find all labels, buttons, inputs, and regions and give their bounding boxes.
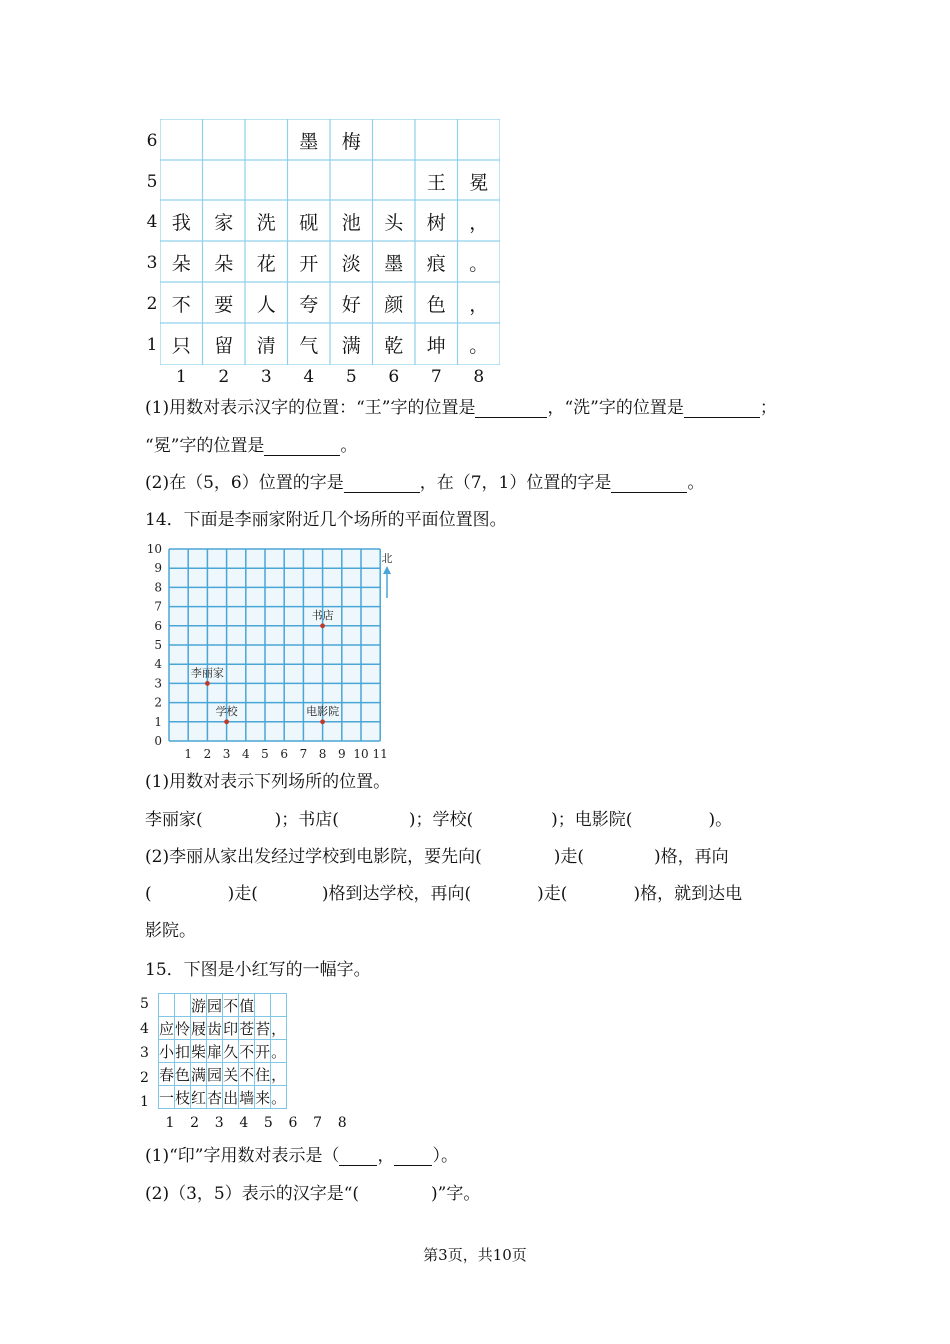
grid-cell: 王 (426, 172, 446, 194)
col-label: 4 (239, 1115, 249, 1131)
col-label: 2 (190, 1115, 200, 1131)
map-y-label: 1 (154, 714, 162, 729)
q15-text: )”字。 (431, 1184, 481, 1204)
grid-cell: 我 (171, 212, 191, 234)
q14-text: (2)李丽从家出发经过学校到电影院，要先向( (145, 847, 482, 867)
map-y-label: 8 (154, 580, 162, 595)
answer-blank[interactable] (264, 437, 340, 456)
grid-cell: 气 (299, 335, 319, 357)
grid-cell: ， (469, 212, 489, 234)
place-marker (205, 681, 210, 686)
q15-text: ， (377, 1146, 395, 1166)
row-label: 5 (140, 996, 149, 1012)
north-arrow-head (383, 566, 391, 574)
grid-cell: 枝 (175, 1086, 191, 1109)
q14-text: 李丽家( (145, 810, 203, 830)
grid-cell: 怜 (175, 1017, 191, 1040)
map-x-label: 8 (318, 747, 327, 761)
q14-text: )；书店( (274, 810, 339, 830)
grid-cell: 冕 (469, 172, 489, 194)
col-label: 7 (430, 367, 442, 387)
q15-text: (2)（3，5）表示的汉字是“( (145, 1184, 360, 1204)
q14-text: )格，再向 (653, 847, 729, 867)
q13-p1-text: ； (759, 398, 777, 418)
grid-cell: 红 (191, 1086, 207, 1109)
q13-part1-cont (145, 436, 357, 456)
poem-grid-lines (160, 119, 500, 365)
grid-cell: ， (469, 294, 489, 316)
map-x-label: 10 (353, 747, 369, 761)
q15-part2 (145, 1184, 480, 1204)
col-label: 4 (303, 367, 315, 387)
grid-cell: 洗 (256, 212, 276, 234)
q14-text: )走( (537, 884, 568, 904)
q14-text: )走( (227, 884, 258, 904)
grid-cell: 杏 (207, 1086, 223, 1109)
grid-cell: 色 (426, 294, 446, 316)
answer-blank[interactable] (394, 1147, 432, 1166)
grid-cell: 朵 (214, 253, 234, 275)
col-label: 5 (345, 367, 357, 387)
grid-cell: 只 (171, 335, 191, 357)
answer-blank[interactable] (339, 1147, 377, 1166)
col-label: 8 (337, 1115, 347, 1131)
map-x-label: 5 (261, 747, 269, 761)
grid-cell: 颜 (384, 294, 404, 316)
grid-cell: 满 (341, 335, 361, 357)
q14-part1: (1)用数对表示下列场所的位置。 (145, 772, 391, 792)
grid-cell: 苔 (255, 1017, 271, 1040)
col-label: 1 (175, 367, 187, 387)
grid-cell: 齿 (207, 1017, 223, 1040)
grid-cell: 痕 (426, 253, 446, 275)
row-label: 3 (146, 253, 158, 273)
grid-cell: 开 (299, 253, 319, 275)
map-y-label: 0 (154, 734, 162, 748)
grid-row (159, 1063, 287, 1086)
grid-cell: 坤 (426, 335, 446, 357)
map-x-label: 11 (372, 747, 388, 761)
grid-cell: ， (271, 1017, 287, 1040)
grid-cell: 淡 (341, 253, 361, 275)
col-label: 8 (473, 367, 485, 387)
grid-cell: 住 (255, 1063, 271, 1086)
map-y-label: 6 (154, 618, 162, 633)
grid-cell: 开 (255, 1040, 271, 1063)
grid-cell: 墙 (239, 1086, 255, 1109)
q15-text: ）。 (432, 1146, 458, 1166)
q14-text: )；电影院( (551, 810, 633, 830)
grid-cell: 园 (207, 994, 223, 1017)
col-label: 6 (288, 1115, 298, 1131)
q14-text: )格，就到达电 (633, 884, 743, 904)
q14-text: )格到达学校，再向( (321, 884, 472, 904)
grid-row (159, 994, 287, 1017)
place-label: 学校 (215, 704, 238, 718)
grid-cell: 不 (239, 1063, 255, 1086)
map-y-label: 9 (154, 561, 162, 576)
grid-cell (271, 994, 287, 1017)
grid-cell: 墨 (299, 131, 319, 153)
map-x-label: 3 (222, 747, 231, 761)
place-marker (320, 623, 325, 628)
q13-p2-text: ，在（7，1）位置的字是 (419, 473, 612, 493)
row-label: 1 (146, 335, 158, 355)
place-label: 电影院 (306, 704, 340, 718)
grid-cell: 留 (214, 335, 234, 357)
north-label: 北 (381, 552, 393, 565)
grid-cell: 值 (239, 994, 255, 1017)
grid-cell (159, 994, 175, 1017)
col-label: 3 (260, 367, 272, 387)
answer-blank[interactable] (684, 399, 760, 418)
page-footer: 第3页，共10页 (423, 1246, 527, 1264)
grid-cell: 朵 (171, 253, 191, 275)
answer-blank[interactable] (344, 474, 420, 493)
q14-line2 (145, 810, 732, 830)
grid-cell: 苍 (239, 1017, 255, 1040)
grid-cell: 夸 (299, 294, 319, 316)
map-y-label: 7 (154, 599, 162, 614)
row-label: 2 (140, 1069, 149, 1086)
grid-cell: 砚 (299, 212, 319, 234)
poem-grid (160, 119, 500, 365)
row-label: 1 (140, 1094, 149, 1111)
q14-text: )；学校( (408, 810, 474, 830)
q13-p2-text: 。 (687, 473, 705, 493)
col-label: 1 (165, 1115, 175, 1131)
answer-blank[interactable] (611, 474, 687, 493)
map-x-label: 7 (299, 747, 308, 761)
map-x-label: 9 (337, 747, 346, 761)
grid-cell: 好 (341, 294, 361, 316)
row-label: 5 (146, 172, 158, 192)
col-label: 6 (388, 367, 400, 387)
map-y-label: 2 (154, 695, 162, 710)
grid-cell: 应 (159, 1017, 175, 1040)
grid-cell: 要 (214, 294, 234, 316)
q13-p1-text: (1)用数对表示汉字的位置：“王”字的位置是 (145, 398, 476, 418)
grid-cell: 小 (159, 1040, 175, 1063)
place-marker (320, 719, 325, 724)
row-label: 4 (146, 212, 158, 232)
grid-cell: 。 (469, 253, 489, 275)
answer-blank[interactable] (475, 399, 547, 418)
map-y-label: 4 (154, 657, 162, 672)
row-label: 4 (140, 1020, 149, 1037)
grid-row (159, 1017, 287, 1040)
grid-cell: 池 (341, 212, 361, 234)
grid-cell: 春 (159, 1063, 175, 1086)
col-label: 7 (313, 1115, 323, 1131)
grid-cell: 柴 (191, 1040, 207, 1063)
grid-cell: 不 (171, 294, 191, 316)
grid-cell: 乾 (384, 335, 404, 357)
map-y-label: 3 (154, 676, 162, 691)
grid-cell: 。 (271, 1086, 287, 1109)
grid-cell: 不 (239, 1040, 255, 1063)
grid-cell: 关 (223, 1063, 239, 1086)
grid-cell: 。 (271, 1040, 287, 1063)
q15-text: (1)“印”字用数对表示是（ (145, 1146, 340, 1166)
place-label: 李丽家 (190, 666, 224, 680)
grid-cell: 扉 (207, 1040, 223, 1063)
grid-cell: 花 (256, 253, 276, 275)
q13-p1-text: ，“洗”字的位置是 (547, 398, 684, 418)
q15-part1 (145, 1146, 458, 1166)
q14-text: ( (145, 884, 152, 904)
q14-text: )。 (708, 810, 733, 830)
row-label: 6 (146, 131, 158, 151)
q14-title: 14．下面是李丽家附近几个场所的平面位置图。 (145, 510, 507, 530)
grid-cell: 人 (256, 294, 276, 316)
grid-cell: 游 (191, 994, 207, 1017)
grid-cell (175, 994, 191, 1017)
place-label: 书店 (311, 608, 334, 622)
q14-line5: 影院。 (145, 921, 196, 941)
grid-cell (255, 994, 271, 1017)
q13-part2 (145, 473, 704, 493)
grid-cell: 。 (469, 335, 489, 357)
map-x-label: 6 (280, 747, 289, 761)
grid-cell: 墨 (384, 253, 404, 275)
location-map (145, 540, 405, 764)
grid-cell: 扣 (175, 1040, 191, 1063)
grid-cell: 满 (191, 1063, 207, 1086)
map-y-label: 10 (146, 542, 162, 556)
grid-cell: 清 (256, 335, 276, 357)
q13-part1 (145, 398, 777, 418)
q15-title: 15．下图是小红写的一幅字。 (145, 960, 371, 980)
q14-line3 (145, 847, 729, 867)
q14-text: )走( (553, 847, 584, 867)
row-label: 3 (140, 1045, 149, 1062)
col-label: 5 (263, 1115, 273, 1131)
grid-cell: ， (271, 1063, 287, 1086)
q13-p2-text: (2)在（5，6）位置的字是 (145, 473, 344, 493)
q13-p1-text: “冕”字的位置是 (145, 436, 265, 456)
grid-cell: 家 (214, 212, 234, 234)
grid-cell: 久 (223, 1040, 239, 1063)
map-x-label: 1 (184, 747, 193, 761)
row-label: 2 (146, 294, 158, 314)
grid-cell: 树 (426, 212, 446, 234)
grid-row (159, 1040, 287, 1063)
map-x-label: 2 (203, 747, 212, 761)
q14-line4 (145, 884, 742, 904)
grid-row (159, 1086, 287, 1109)
map-x-label: 4 (241, 747, 250, 761)
grid-cell: 印 (223, 1017, 239, 1040)
grid-cell: 屐 (191, 1017, 207, 1040)
grid-cell: 头 (384, 212, 404, 234)
grid-cell: 园 (207, 1063, 223, 1086)
grid-cell: 梅 (341, 131, 361, 153)
map-y-label: 5 (154, 638, 162, 652)
col-label: 2 (218, 367, 230, 387)
place-marker (224, 719, 229, 724)
col-label: 3 (214, 1115, 224, 1131)
grid-cell: 一 (159, 1086, 175, 1109)
grid-cell: 色 (175, 1063, 191, 1086)
q13-p1-text: 。 (340, 436, 358, 456)
grid-cell: 不 (223, 994, 239, 1017)
grid-cell: 来 (255, 1086, 271, 1109)
grid-cell: 出 (223, 1086, 239, 1109)
